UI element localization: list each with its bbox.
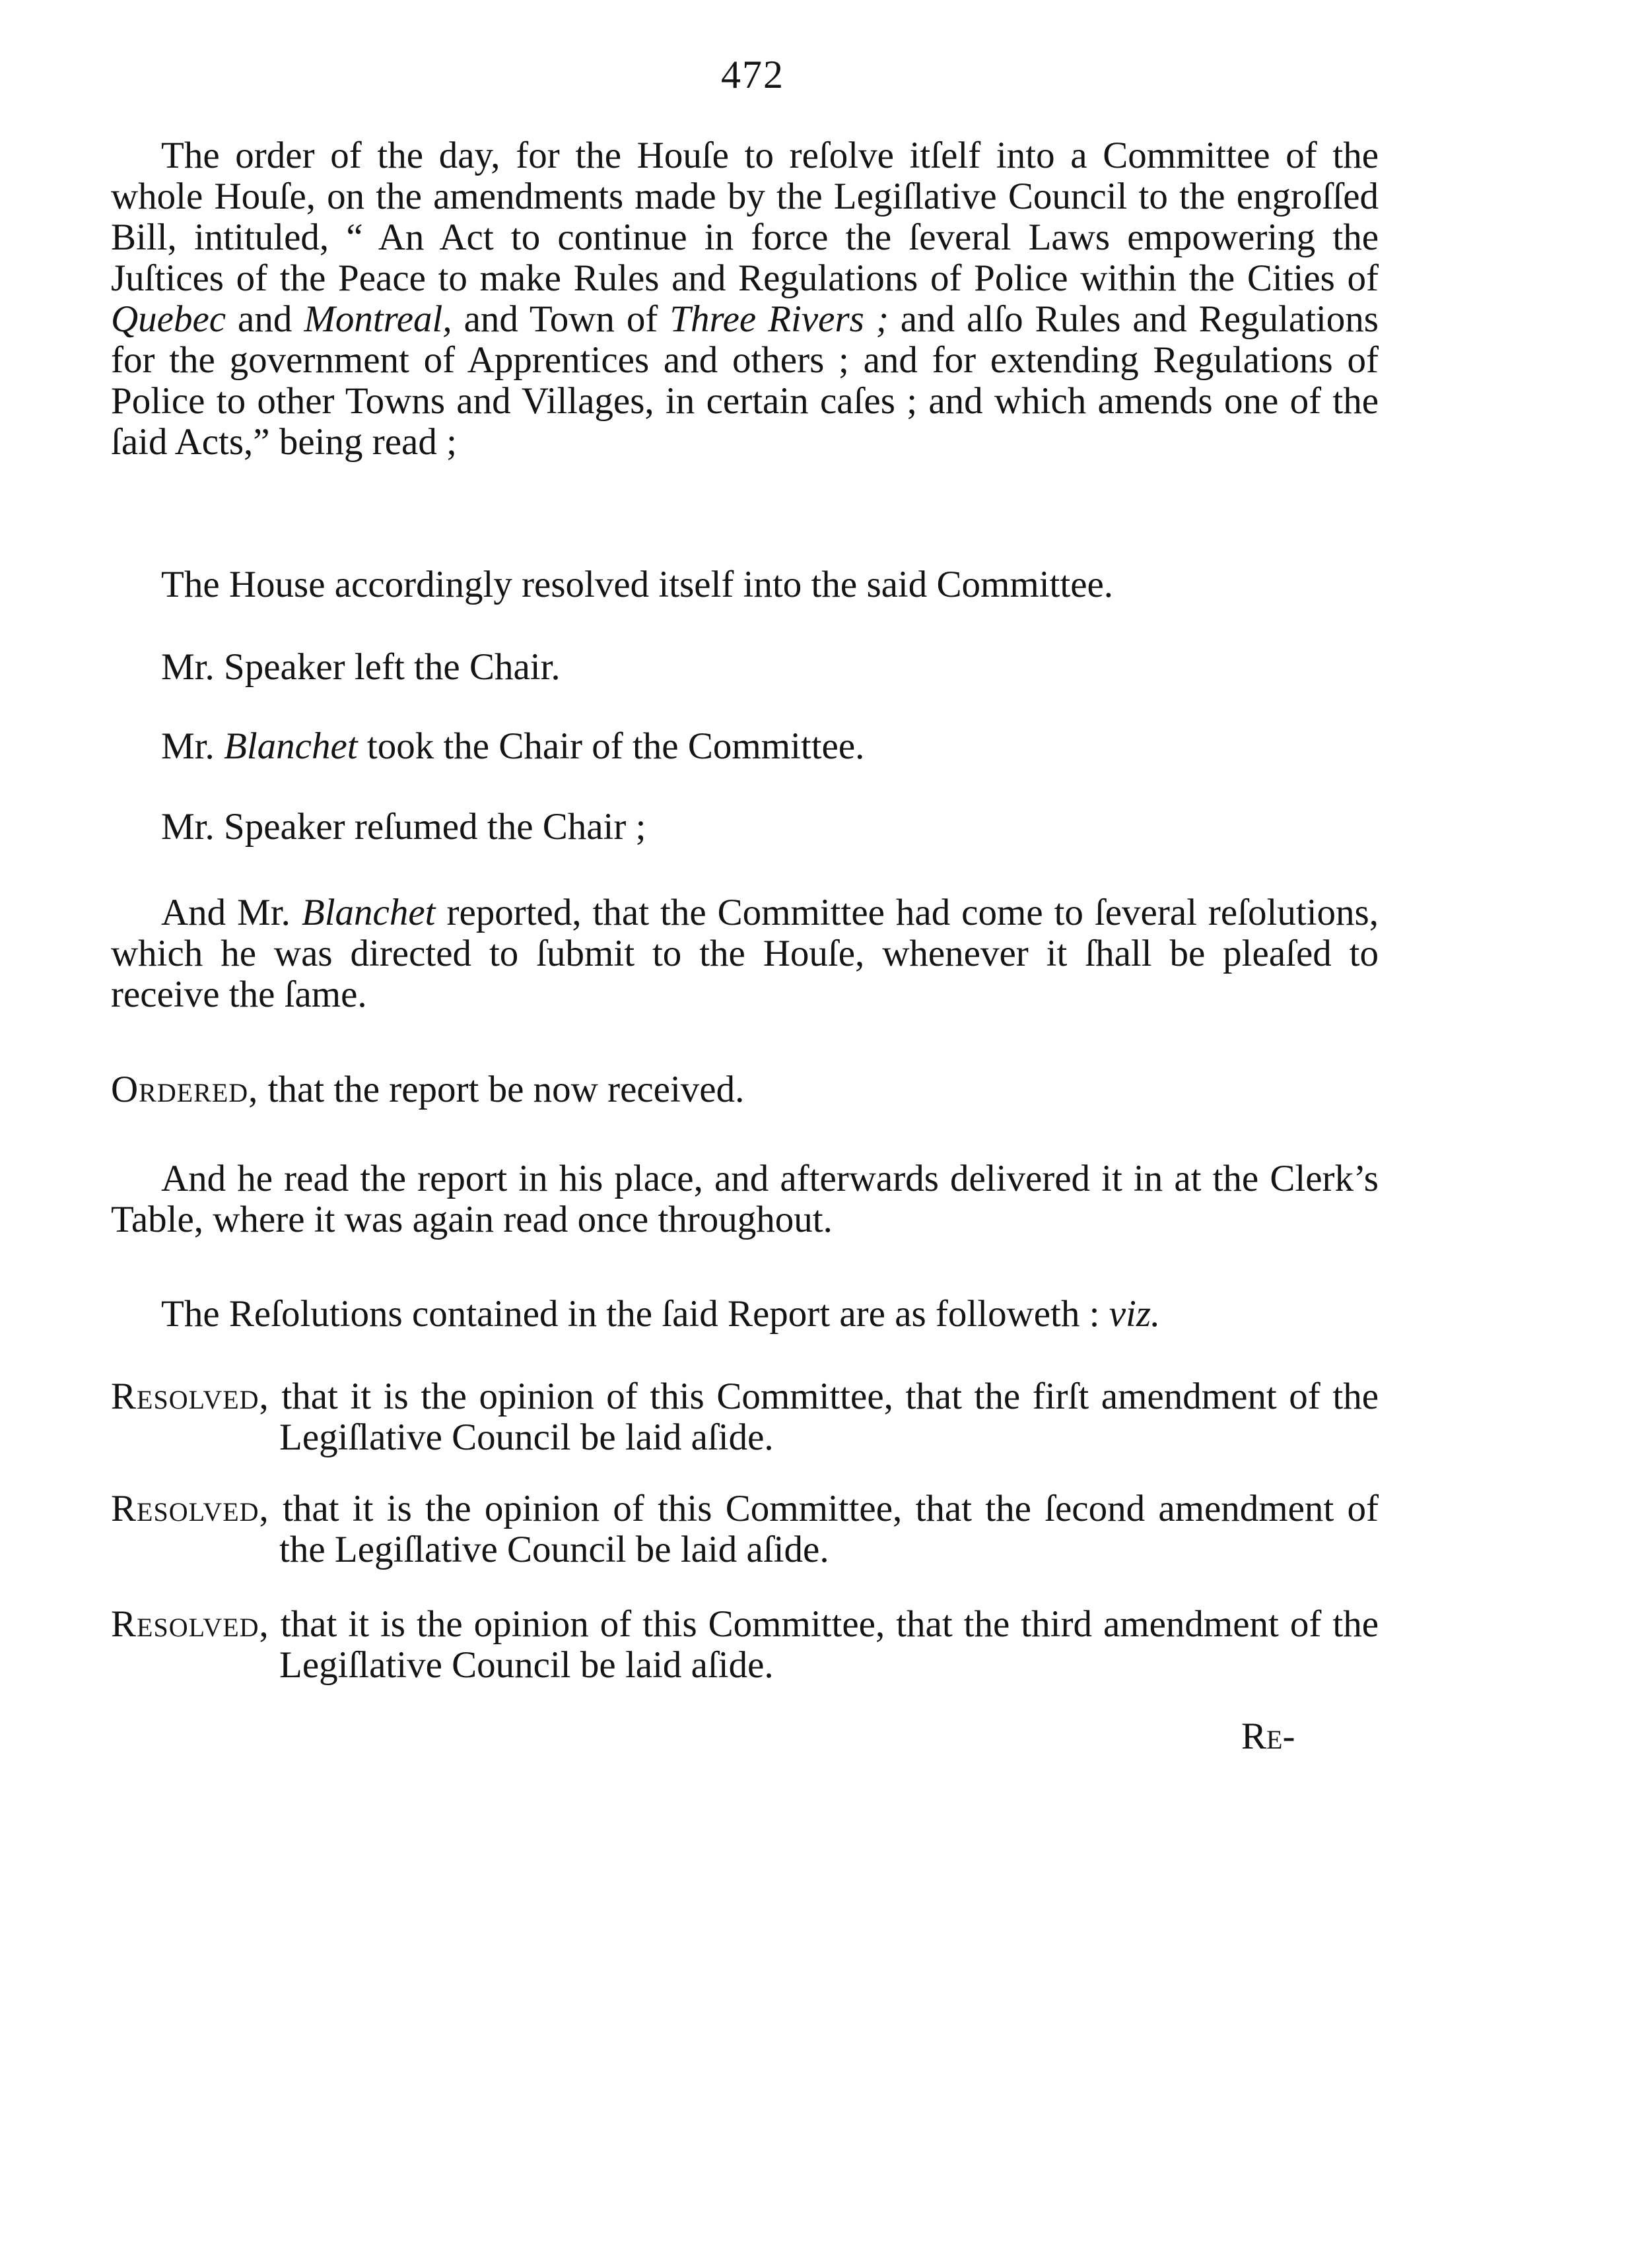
paragraph-speaker-left: Mr. Speaker left the Chair. xyxy=(161,646,561,688)
resolution-third: Resolved, that it is the opinion of this Committee, that the third amendment of the Legiſlative Council be laid aſide. xyxy=(111,1603,1379,1686)
paragraph-chair-of-committee: Mr. Blanchet took the Chair of the Committee. xyxy=(161,725,865,767)
place-montreal: Montreal, xyxy=(304,298,452,340)
ordered-lead: Ordered, xyxy=(111,1069,259,1110)
member-name: Blanchet xyxy=(224,725,358,767)
member-name: Blanchet xyxy=(301,892,436,933)
place-three-rivers: Three Rivers ; xyxy=(669,298,889,340)
resolution-second: Resolved, that it is the opinion of this Committee, that the ſecond amendment of the Legiſlative Council be laid aſide. xyxy=(111,1488,1379,1570)
viz: viz. xyxy=(1109,1293,1161,1335)
resolution-first: Resolved, that it is the opinion of this Committee, that the firſt amendment of the Legiſlative Council be laid aſide. xyxy=(111,1376,1379,1458)
paragraph-read-report: And he read the report in his place, and afterwards delivered it in at the Clerk’s Table, where it was again read once throughout. xyxy=(111,1158,1379,1240)
catchword: Re- xyxy=(1241,1716,1295,1757)
paragraph-speaker-resumed: Mr. Speaker reſumed the Chair ; xyxy=(161,806,646,848)
paragraph-house-resolved: The House accordingly resolved itself into the said Committee. xyxy=(161,564,1114,605)
paragraph-ordered: Ordered, that the report be now received. xyxy=(111,1069,745,1110)
place-quebec: Quebec xyxy=(111,298,226,340)
paragraph-order-of-day: The order of the day, for the Houſe to reſolve itſelf into a Committee of the whole Houſe, on the amendments made by the Legiſlative Council to the engroſſed Bill, intituled, “ An Act to continue in force the ſeveral Laws empowering the Juſtices of the Peace to make Rules and Regulations of Police within the Cities of Quebec and Montreal, and Town of Three Rivers ; and alſo Rules and Regulations for the government of Apprentices and others ; and for extending Regulations of Police to other Towns and Villages, in certain caſes ; and which amends one of the ſaid Acts,” being read ; xyxy=(111,135,1379,463)
page-number: 472 xyxy=(721,53,784,96)
paragraph-report: And Mr. Blanchet reported, that the Committee had come to ſeveral reſolutions, which he was directed to ſubmit to the Houſe, whenever it ſhall be pleaſed to receive the ſame. xyxy=(111,892,1379,1015)
paragraph-resolutions-intro: The Reſolutions contained in the ſaid Report are as followeth : viz. xyxy=(161,1293,1161,1335)
